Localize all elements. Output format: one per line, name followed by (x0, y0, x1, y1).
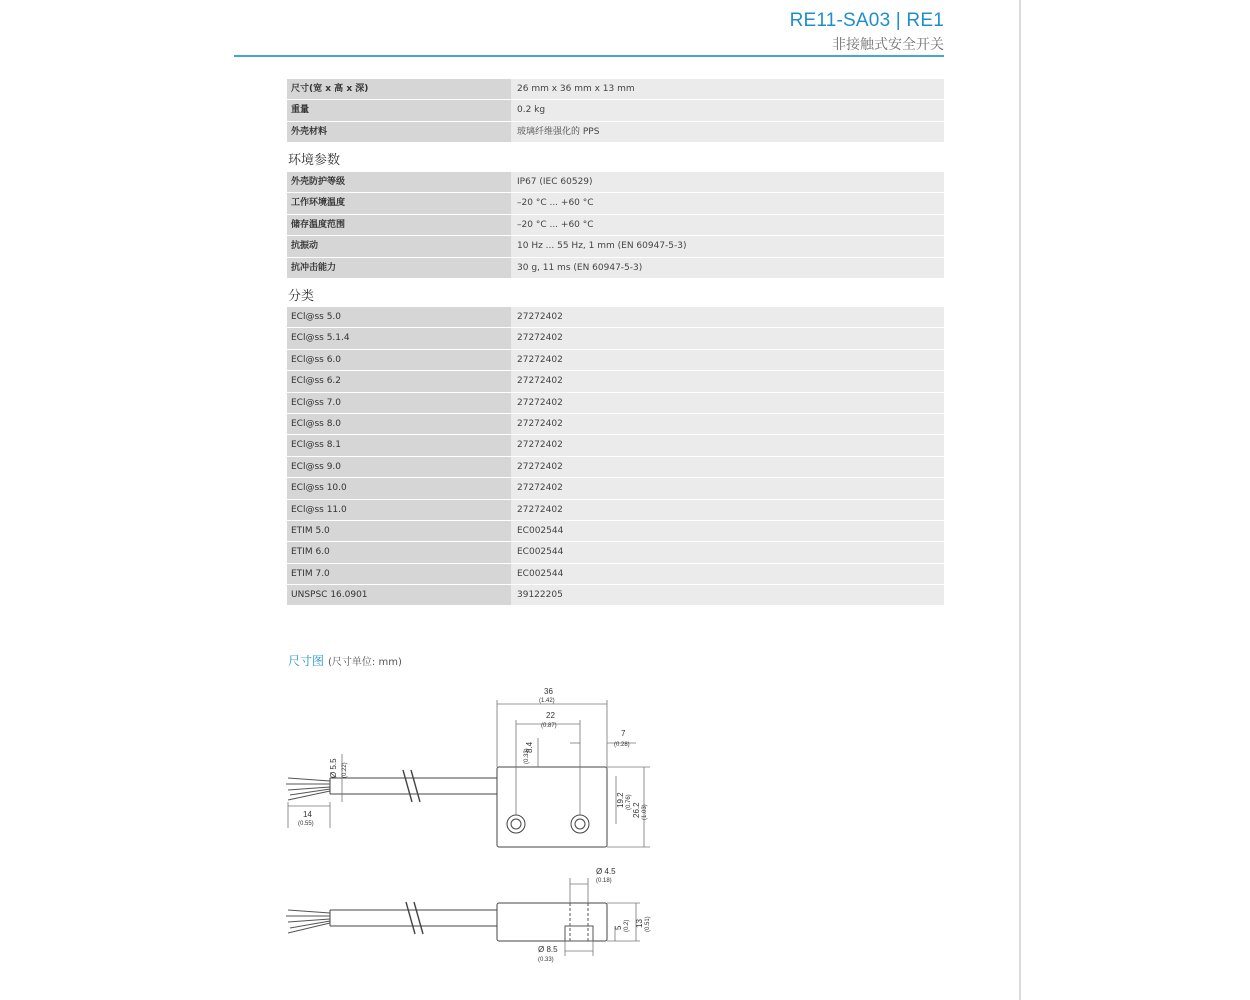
dim-hole-spacing: 22 (546, 711, 555, 720)
spec-value: 0.2 kg (511, 99, 944, 120)
spec-label: 重量 (287, 99, 511, 120)
table-row (287, 99, 944, 120)
dim-width-inch: (1.42) (539, 698, 555, 704)
spec-label: ECl@ss 10.0 (287, 477, 511, 498)
dim-strip-inch: (0.55) (298, 821, 314, 827)
table-row (287, 477, 944, 498)
dim-edge: 7 (621, 729, 626, 738)
cable (330, 902, 497, 934)
dim-inner-height: 19.2 (616, 792, 625, 808)
spec-label: ECl@ss 9.0 (287, 456, 511, 477)
table-row (287, 456, 944, 477)
dim-cable-diameter-inch: (0.22) (342, 762, 348, 778)
general-spec-table (287, 78, 944, 142)
spec-label: ECl@ss 6.2 (287, 370, 511, 391)
mounting-hole-inner (575, 819, 585, 829)
spec-label: ECl@ss 5.0 (287, 306, 511, 327)
spec-value: 39122205 (511, 584, 944, 605)
counterbore (565, 903, 593, 941)
table-row (287, 370, 944, 391)
spec-label: 工作环境温度 (287, 192, 511, 213)
dimension-drawing-title (288, 652, 402, 669)
spec-label: 抗振动 (287, 235, 511, 256)
mounting-hole-inner (511, 819, 521, 829)
table-row (287, 349, 944, 370)
spec-value: 27272402 (511, 456, 944, 477)
spec-value: 27272402 (511, 370, 944, 391)
spec-value: 27272402 (511, 392, 944, 413)
page-edge (1019, 0, 1021, 1000)
cable (330, 770, 497, 802)
dim-depth: 13 (635, 919, 644, 928)
spec-label: ECl@ss 11.0 (287, 499, 511, 520)
spec-label: 外壳材料 (287, 121, 511, 142)
environment-heading: 环境参数 (288, 153, 341, 168)
table-row (287, 214, 944, 235)
dim-width: 36 (544, 687, 553, 696)
cable-wires (286, 910, 330, 933)
dim-height: 26.2 (632, 802, 641, 818)
spec-label: ECl@ss 5.1.4 (287, 327, 511, 348)
spec-value: EC002544 (511, 563, 944, 584)
table-row (287, 563, 944, 584)
spec-value: 10 Hz ... 55 Hz, 1 mm (EN 60947-5-3) (511, 235, 944, 256)
dimension-labels (538, 867, 651, 963)
spec-label: 储存温度范围 (287, 214, 511, 235)
spec-value: 30 g, 11 ms (EN 60947-5-3) (511, 257, 944, 278)
table-row (287, 78, 944, 99)
table-row (287, 257, 944, 278)
table-row (287, 520, 944, 541)
dim-depth-inch: (0.51) (645, 916, 651, 932)
table-row (287, 192, 944, 213)
spec-value: 27272402 (511, 349, 944, 370)
spec-value: –20 °C ... +60 °C (511, 214, 944, 235)
dimension-labels (298, 687, 648, 827)
spec-value: –20 °C ... +60 °C (511, 192, 944, 213)
cable-wires (286, 778, 330, 800)
spec-value: EC002544 (511, 520, 944, 541)
product-subtitle: 非接触式安全开关 (832, 37, 944, 53)
table-row (287, 327, 944, 348)
table-row (287, 434, 944, 455)
table-row (287, 235, 944, 256)
dim-hole-diameter: Ø 4.5 (596, 867, 616, 876)
table-row (287, 306, 944, 327)
spec-value: 27272402 (511, 306, 944, 327)
page-header (234, 8, 944, 58)
spec-label: ECl@ss 7.0 (287, 392, 511, 413)
spec-label: ECl@ss 8.0 (287, 413, 511, 434)
spec-label: ETIM 6.0 (287, 541, 511, 562)
spec-label: ECl@ss 8.1 (287, 434, 511, 455)
spec-label: 外壳防护等级 (287, 171, 511, 192)
spec-value: 27272402 (511, 499, 944, 520)
classification-heading: 分类 (288, 289, 315, 304)
spec-value: 26 mm x 36 mm x 13 mm (511, 78, 944, 99)
spec-value: IP67 (IEC 60529) (511, 171, 944, 192)
dim-offset: 8.4 (525, 741, 534, 753)
spec-label: 尺寸(宽 x 高 x 深) (287, 78, 511, 99)
dim-strip: 14 (303, 810, 312, 819)
spec-label: UNSPSC 16.0901 (287, 584, 511, 605)
dim-edge-inch: (0.28) (614, 742, 630, 748)
spec-value: 27272402 (511, 477, 944, 498)
environment-spec-table (287, 171, 944, 278)
dim-hole-spacing-inch: (0.87) (541, 723, 557, 729)
spec-value: EC002544 (511, 541, 944, 562)
table-row (287, 171, 944, 192)
spec-value: 27272402 (511, 327, 944, 348)
spec-value: 玻璃纤维强化的 PPS (511, 121, 944, 142)
spec-label: ETIM 7.0 (287, 563, 511, 584)
dim-offset-inch: (0.33) (524, 748, 530, 764)
dim-counterbore-depth: 5 (614, 925, 623, 930)
spec-label: ECl@ss 6.0 (287, 349, 511, 370)
dimension-unit-note: (尺寸单位: mm) (328, 657, 402, 668)
table-row (287, 392, 944, 413)
dim-counterbore-depth-inch: (0.2) (624, 919, 630, 932)
dimension-drawing (270, 678, 670, 978)
side-view (286, 867, 651, 963)
dim-counterbore: Ø 8.5 (538, 945, 558, 954)
spec-value: 27272402 (511, 434, 944, 455)
table-row (287, 499, 944, 520)
dimension-lines (565, 878, 640, 956)
product-title: RE11-SA03 | RE1 (789, 10, 944, 31)
dim-inner-height-inch: (0.76) (626, 794, 632, 810)
dim-cable-diameter: Ø 5.5 (329, 758, 338, 778)
table-row (287, 121, 944, 142)
dim-height-inch: (1.03) (642, 804, 648, 820)
header-rule (234, 55, 944, 57)
mounting-hole (507, 815, 525, 833)
dim-counterbore-inch: (0.33) (538, 957, 554, 963)
switch-housing-side (497, 903, 607, 941)
dimension-title-text: 尺寸图 (288, 654, 325, 668)
table-row (287, 541, 944, 562)
spec-value: 27272402 (511, 413, 944, 434)
switch-housing (497, 767, 607, 847)
front-view (286, 687, 650, 847)
table-row (287, 413, 944, 434)
spec-label: 抗冲击能力 (287, 257, 511, 278)
dim-hole-diameter-inch: (0.18) (596, 878, 612, 884)
classification-spec-table (287, 306, 944, 605)
spec-label: ETIM 5.0 (287, 520, 511, 541)
mounting-hole (571, 815, 589, 833)
table-row (287, 584, 944, 605)
